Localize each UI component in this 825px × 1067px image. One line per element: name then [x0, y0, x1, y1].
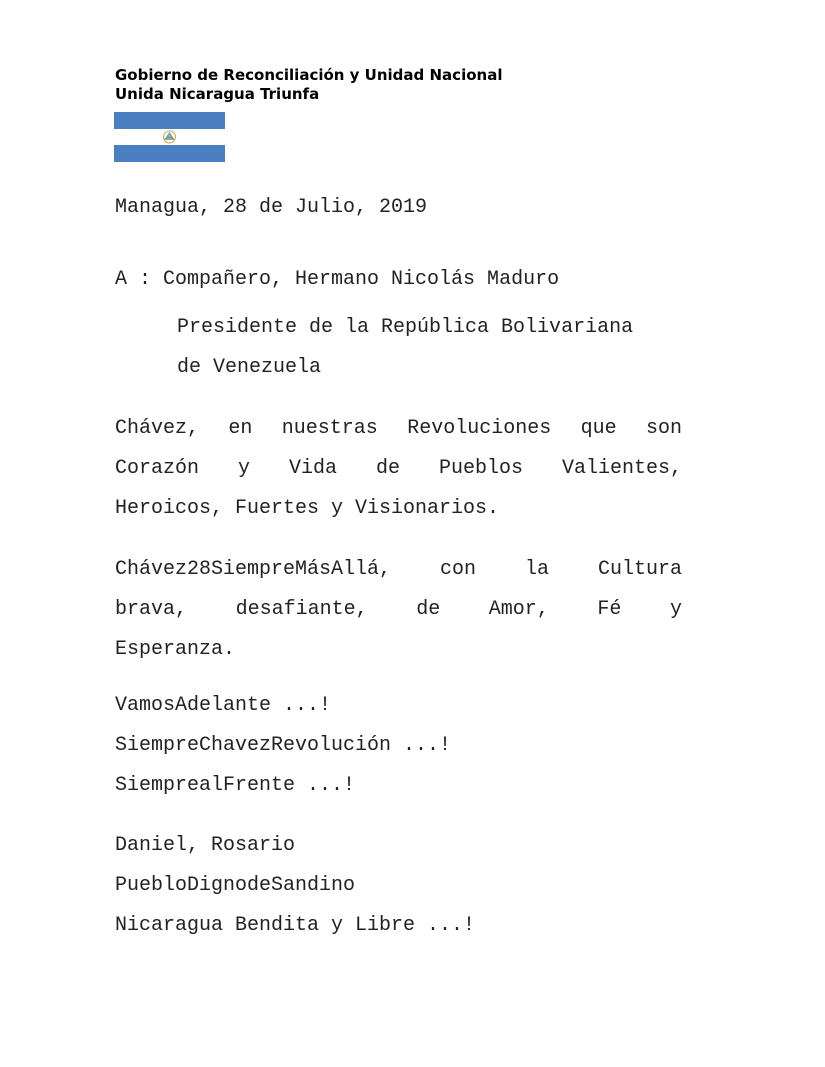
paragraph-1-line-1: Chávez, en nuestras Revoluciones que son	[115, 417, 682, 440]
paragraph-1-line-3: Heroicos, Fuertes y Visionarios.	[115, 497, 500, 520]
signature-line-3: Nicaragua Bendita y Libre ...!	[115, 914, 476, 937]
nicaragua-flag-icon	[114, 112, 225, 162]
addressee-title: Presidente de la República Bolivariana	[177, 316, 634, 339]
slogan-3: SiemprealFrente ...!	[115, 774, 356, 797]
slogan-1: VamosAdelante ...!	[115, 694, 332, 717]
paragraph-2-line-3: Esperanza.	[115, 638, 236, 661]
paragraph-1-line-2: Corazón y Vida de Pueblos Valientes,	[115, 457, 682, 480]
addressee-line: A : Compañero, Hermano Nicolás Maduro	[115, 268, 560, 291]
paragraph-2-line-1: Chávez28SiempreMásAllá, con la Cultura	[115, 558, 682, 581]
signature-line-2: PuebloDignodeSandino	[115, 874, 356, 897]
letterhead	[115, 66, 502, 104]
paragraph-2-line-2: brava, desafiante, de Amor, Fé y	[115, 598, 682, 621]
signature-names: Daniel, Rosario	[115, 834, 296, 857]
letterhead-slogan: Unida Nicaragua Triunfa	[115, 85, 320, 103]
letterhead-government: Gobierno de Reconciliación y Unidad Nacional	[115, 66, 503, 84]
slogan-2: SiempreChavezRevolución ...!	[115, 734, 452, 757]
letter-date: Managua, 28 de Julio, 2019	[115, 196, 428, 219]
addressee-country: de Venezuela	[177, 356, 322, 379]
